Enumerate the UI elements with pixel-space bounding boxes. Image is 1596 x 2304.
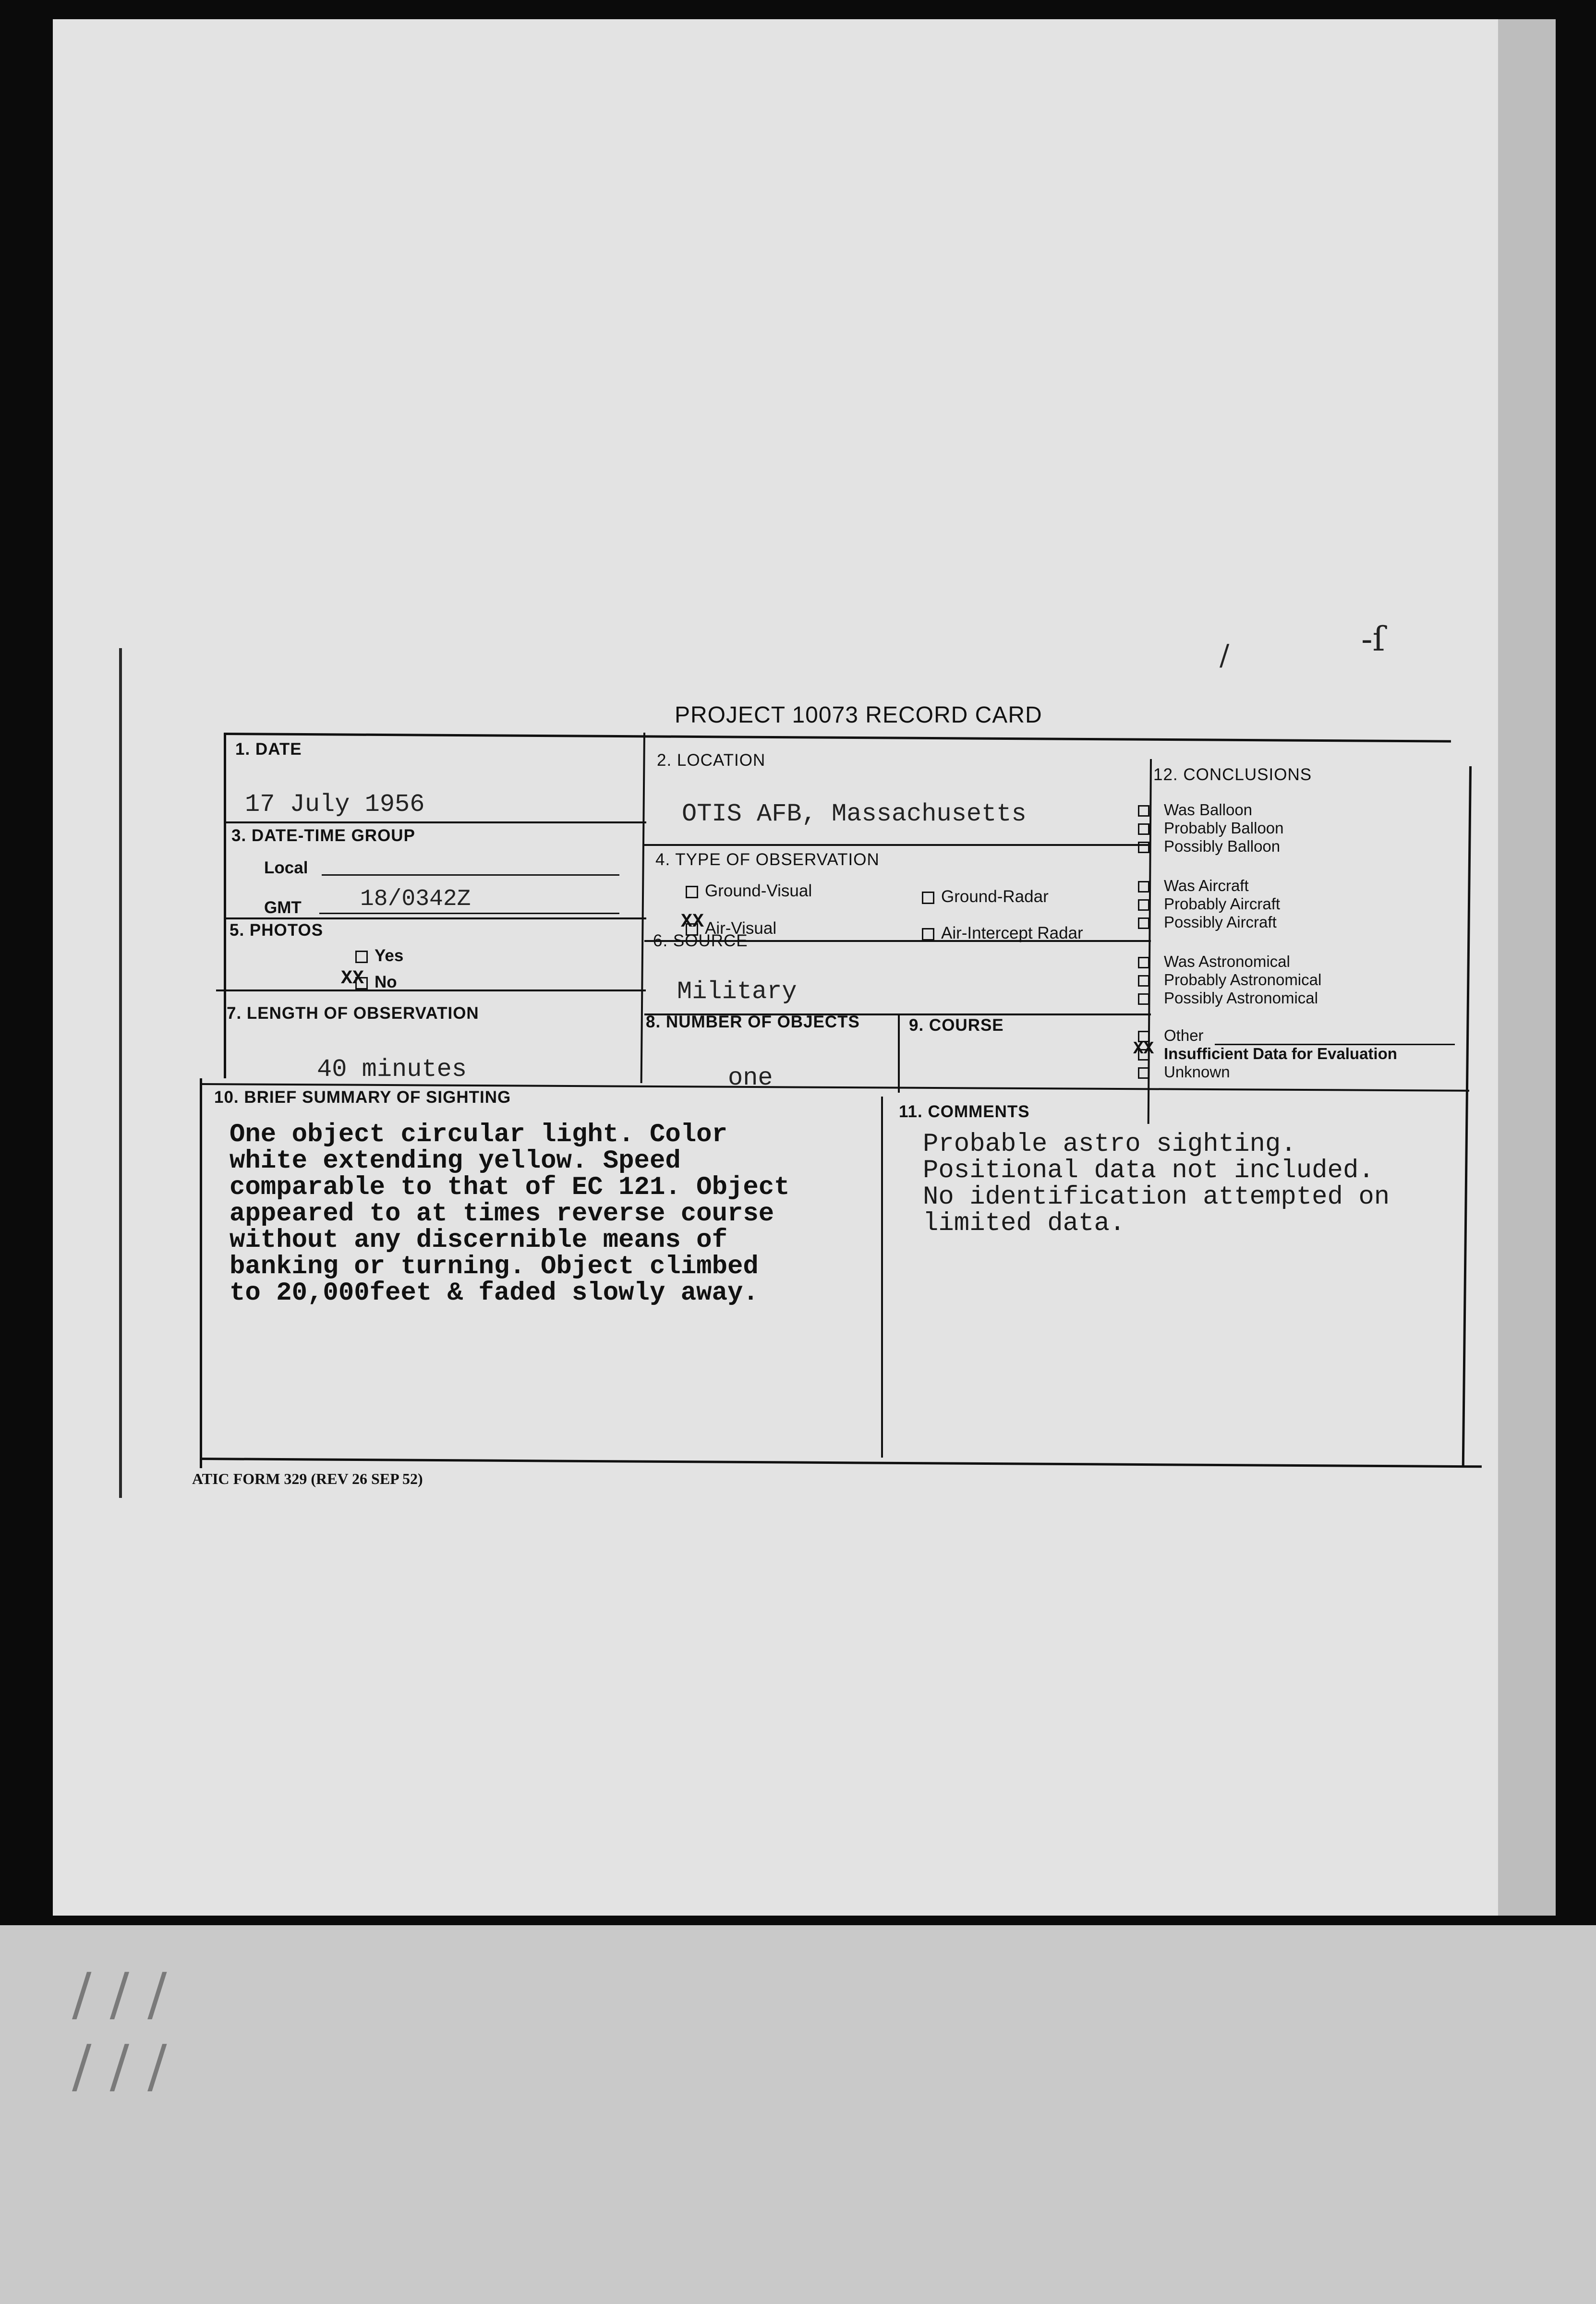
ground-visual-checkbox <box>686 886 698 898</box>
card-border-bottom <box>200 1458 1482 1468</box>
conclusion-label: Probably Aircraft <box>1164 895 1281 913</box>
card-title: PROJECT 10073 RECORD CARD <box>675 702 1042 728</box>
length-value: 40 minutes <box>317 1055 467 1084</box>
probably-aircraft-checkbox <box>1138 899 1149 911</box>
divider-date <box>224 821 646 823</box>
gmt-value: 18/0342Z <box>360 886 471 912</box>
lower-film-area <box>0 1925 1596 2304</box>
conclusion-label: Was Astronomical <box>1164 953 1290 970</box>
summary-line: comparable to that of EC 121. Object <box>230 1173 790 1202</box>
card-border-left-lower <box>200 1078 202 1468</box>
air-intercept-radar-checkbox <box>922 928 934 941</box>
dtg-header: 3. DATE-TIME GROUP <box>231 826 415 845</box>
summary-line: appeared to at times reverse course <box>230 1199 774 1229</box>
conclusion-was-astronomical <box>1138 953 1290 971</box>
ground-visual-option <box>686 881 812 901</box>
summary-line: One object circular light. Color <box>230 1120 727 1149</box>
conclusion-label: Unknown <box>1164 1063 1230 1081</box>
page-edge-shadow <box>1498 19 1556 1916</box>
conclusion-unknown <box>1138 1063 1230 1081</box>
gmt-underline <box>319 913 619 914</box>
air-visual-check-mark: XX <box>681 911 704 933</box>
divider-summary-comments <box>881 1097 883 1458</box>
summary-line: to 20,000feet & faded slowly away. <box>230 1279 759 1308</box>
photos-header: 5. PHOTOS <box>230 921 324 940</box>
card-border-top <box>224 733 1451 743</box>
insufficient-data-check-mark: XX <box>1133 1039 1154 1059</box>
photos-yes-option <box>355 946 403 965</box>
ground-radar-option <box>922 887 1049 906</box>
divider-objects-course <box>898 1013 900 1093</box>
was-balloon-checkbox <box>1138 805 1149 817</box>
possibly-astronomical-checkbox <box>1138 993 1149 1005</box>
conclusion-probably-aircraft <box>1138 895 1280 913</box>
type-header: 4. TYPE OF OBSERVATION <box>655 850 880 869</box>
summary-header: 10. BRIEF SUMMARY OF SIGHTING <box>214 1088 511 1107</box>
divider-location <box>644 844 1149 846</box>
conclusion-label: Was Aircraft <box>1164 877 1249 894</box>
objects-header: 8. NUMBER OF OBJECTS <box>646 1013 860 1031</box>
ground-visual-label: Ground-Visual <box>705 881 812 900</box>
divider-dtg <box>224 917 646 919</box>
probably-astronomical-checkbox <box>1138 975 1149 987</box>
possibly-aircraft-checkbox <box>1138 917 1149 929</box>
pencil-stroke: / <box>1220 639 1230 672</box>
air-intercept-radar-label: Air-Intercept Radar <box>941 924 1083 942</box>
course-header: 9. COURSE <box>909 1016 1004 1035</box>
comments-line: limited data. <box>923 1209 1125 1238</box>
comments-line: Probable astro sighting. <box>923 1130 1296 1159</box>
conclusion-label: Probably Astronomical <box>1164 971 1322 989</box>
photos-no-label: No <box>375 973 397 991</box>
card-border-left-upper <box>224 733 226 1078</box>
ground-radar-checkbox <box>922 892 934 904</box>
ground-radar-label: Ground-Radar <box>941 887 1049 906</box>
gmt-label: GMT <box>264 898 302 917</box>
conclusion-probably-astronomical <box>1138 971 1321 989</box>
divider-photos <box>216 989 646 991</box>
comments-line: No identification attempted on <box>923 1182 1390 1212</box>
record-card <box>197 733 1488 1491</box>
conclusion-possibly-aircraft <box>1138 913 1277 931</box>
conclusion-label: Possibly Aircraft <box>1164 913 1277 931</box>
summary-line: banking or turning. Object climbed <box>230 1252 759 1281</box>
lower-smudge: / / / / / / <box>72 1961 167 2100</box>
conclusion-label: Possibly Astronomical <box>1164 989 1318 1007</box>
conclusion-possibly-astronomical <box>1138 989 1318 1007</box>
possibly-balloon-checkbox <box>1138 842 1149 853</box>
form-code: ATIC FORM 329 (REV 26 SEP 52) <box>192 1470 423 1487</box>
location-value: OTIS AFB, Massachusetts <box>682 800 1027 828</box>
air-intercept-radar-option <box>922 924 1083 943</box>
date-value: 17 July 1956 <box>245 790 425 819</box>
comments-header: 11. COMMENTS <box>899 1102 1030 1121</box>
conclusions-header: 12. CONCLUSIONS <box>1153 765 1312 784</box>
summary-line: white extending yellow. Speed <box>230 1146 681 1176</box>
unknown-checkbox <box>1138 1067 1149 1079</box>
pencil-mark: -ſ <box>1361 619 1385 659</box>
source-header: 6. SOURCE <box>653 931 748 950</box>
left-margin-line <box>119 648 122 1498</box>
conclusion-label: Probably Balloon <box>1164 819 1284 837</box>
local-label: Local <box>264 858 308 877</box>
length-header: 7. LENGTH OF OBSERVATION <box>227 1004 479 1023</box>
local-underline <box>322 874 619 876</box>
was-astronomical-checkbox <box>1138 957 1149 968</box>
source-value: Military <box>677 977 797 1006</box>
summary-text <box>230 1122 790 1306</box>
conclusion-label: Other <box>1164 1026 1204 1044</box>
conclusion-label: Insufficient Data for Evaluation <box>1164 1045 1397 1062</box>
conclusion-insufficient-data <box>1138 1045 1397 1063</box>
conclusion-probably-balloon <box>1138 819 1284 837</box>
conclusion-possibly-balloon <box>1138 837 1280 856</box>
air-visual-label: Air-Visual <box>705 919 777 938</box>
photos-yes-checkbox <box>355 951 368 963</box>
conclusion-was-balloon <box>1138 801 1252 819</box>
conclusion-label: Possibly Balloon <box>1164 837 1281 855</box>
objects-value: one <box>728 1064 773 1092</box>
comments-line: Positional data not included. <box>923 1156 1374 1185</box>
divider-col1 <box>641 733 645 1083</box>
photos-yes-label: Yes <box>375 946 404 965</box>
photos-no-check-mark: XX <box>341 968 364 989</box>
conclusion-was-aircraft <box>1138 877 1249 895</box>
card-border-right <box>1462 766 1472 1467</box>
date-header: 1. DATE <box>235 740 302 759</box>
probably-balloon-checkbox <box>1138 823 1149 835</box>
comments-text <box>923 1131 1390 1237</box>
location-header: 2. LOCATION <box>657 751 766 770</box>
conclusion-label: Was Balloon <box>1164 801 1253 819</box>
summary-line: without any discernible means of <box>230 1226 727 1255</box>
was-aircraft-checkbox <box>1138 881 1149 893</box>
